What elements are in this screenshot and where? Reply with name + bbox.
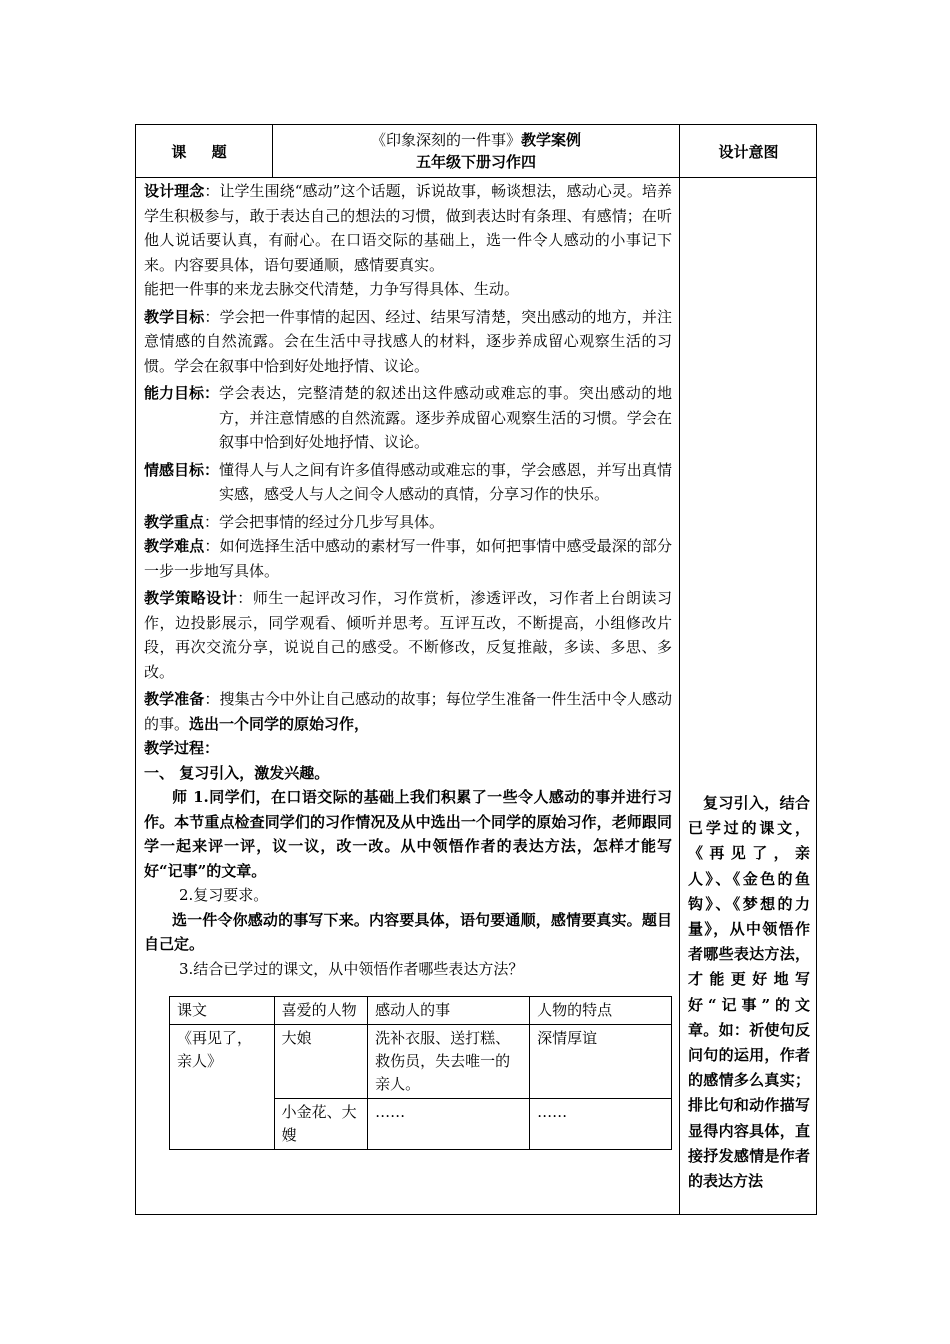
ability-label: 能力目标： <box>144 384 220 402</box>
column-divider <box>679 125 680 1214</box>
table-header-cell: 感动人的事 <box>368 997 530 1025</box>
design-intent-label: 设计意图 <box>718 142 779 161</box>
lesson-comparison-table <box>169 996 672 1150</box>
title-line-2: 五年级下册习作四 <box>415 153 536 171</box>
lesson-title <box>273 125 679 177</box>
table-cell-person: 大娘 <box>274 1025 368 1099</box>
difficulty-paragraph <box>144 534 672 583</box>
emotion-text: 懂得人与人之间有许多值得感动或难忘的事，学会感恩，并写出真情实感，感受人与人之间令人感动的真情，分享习作的快乐。 <box>219 460 672 503</box>
difficulty-label: 教学难点 <box>144 537 205 555</box>
emotion-paragraph <box>144 458 672 507</box>
step2-text: 选一件令你感动的事写下来。内容要具体，语句要通顺，感情要真实。题目自己定。 <box>144 910 672 953</box>
goal-paragraph <box>144 305 672 379</box>
main-content <box>144 179 672 981</box>
prep-text: ：搜集古今中外让自己感动的故事；每位学生准备一件生活中令人感动的事。 <box>144 690 672 733</box>
goal-text: ：学会把一件事情的起因、经过、结果写清楚，突出感动的地方，并注意情感的自然流露。会在生活中寻找感人的材料，逐步养成留心观察生活的习惯。学会在叙事中恰到好处地抒情、议论。 <box>144 307 672 375</box>
key-paragraph <box>144 510 672 535</box>
concept-label: 设计理念 <box>144 182 205 200</box>
lesson-plan-sheet <box>135 124 817 1215</box>
header-row <box>136 125 816 178</box>
prep-bold: 选出一个同学的原始习作， <box>189 714 370 733</box>
table-header-row <box>170 997 672 1025</box>
design-intent-paragraph: 复习引入，结合已学过的课文，《再见了，亲人》、《金色的鱼钩》、《梦想的力量》，从中领悟作者哪些表达方法，才能更好地写好“记事”的文章。如：祈使句反问句的运用，作者的感情多么真实；排比句和动作描写显得内容具体，直接抒发感情是作者的表达方法 <box>688 794 810 1191</box>
table-cell-person: 小金花、大嫂 <box>274 1099 368 1150</box>
goal-label: 教学目标 <box>144 307 205 326</box>
strategy-text: ：师生一起评改习作，习作赏析，渗透评改，习作者上台朗读习作，边投影展示，同学观看、倾听并思考。互评互改，不断提高，小组修改片段，再次交流分享，说说自己的感受。不断修改，反复推敲，多读、多思、多改。 <box>144 589 672 681</box>
table-cell-event: 洗补衣服、送打糕、救伤员，失去唯一的亲人。 <box>368 1025 530 1099</box>
strategy-paragraph <box>144 586 672 684</box>
design-intent-text <box>688 791 810 1194</box>
key-label: 教学重点 <box>144 512 205 531</box>
strategy-label: 教学策略设计 <box>144 589 238 607</box>
table-cell-trait: 深情厚谊 <box>530 1025 672 1099</box>
concept-text: ：让学生围绕“感动”这个话题，诉说故事，畅谈想法，感动心灵。培养学生积极参与，敢于表达自己的想法的习惯，做到表达时有条理、有感情；在听他人说话要认真，有耐心。在口语交际的基础上，选一件令人感动的小事记下来。内容要具体，语句要通顺，感情要真实。 <box>144 182 672 274</box>
prep-paragraph <box>144 687 672 736</box>
concept-paragraph <box>144 179 672 277</box>
step1-title: 一、 复习引入，激发兴趣。 <box>144 763 330 782</box>
table-header-cell: 人物的特点 <box>530 997 672 1025</box>
table-header-cell: 课文 <box>170 997 275 1025</box>
emotion-label: 情感目标： <box>144 460 220 479</box>
table-header-cell: 喜爱的人物 <box>274 997 368 1025</box>
process-label: 教学过程： <box>144 739 220 757</box>
table-cell-trait: …… <box>530 1099 672 1150</box>
prep-label: 教学准备 <box>144 690 205 708</box>
ability-text: 学会表达，完整清楚的叙述出这件感动或难忘的事。突出感动的地方，并注意情感的自然流露。逐步养成留心观察生活的习惯。学会在叙事中恰到好处地抒情、议论。 <box>219 384 672 451</box>
table-row <box>170 1025 672 1099</box>
title-plain: 《印象深刻的一件事》 <box>370 131 521 149</box>
ability-paragraph <box>144 381 672 455</box>
step1-text: 师 1.同学们，在口语交际的基础上我们积累了一些令人感动的事并进行习作。本节重点检查同学们的习作情况及从中选出一个同学的原始习作，老师跟同学一起来评一评，议一议，改一改。从中领悟作者的表达方法，怎样才能写好“记事”的文章。 <box>144 788 672 880</box>
step3-title: 3.结合已学过的课文，从中领悟作者哪些表达方法？ <box>179 959 524 978</box>
key-text: ：学会把事情的经过分几步写具体。 <box>204 512 445 531</box>
title-bold: 教学案例 <box>521 131 582 149</box>
table-cell-event: …… <box>368 1099 530 1150</box>
step2-title: 2.复习要求。 <box>179 886 269 904</box>
title-line-1 <box>371 129 581 151</box>
subject-label: 课 题 <box>171 142 237 161</box>
concept-paragraph-2: 能把一件事的来龙去脉交代清楚，力争写得具体、生动。 <box>144 280 520 298</box>
difficulty-text: ：如何选择生活中感动的素材写一件事，如何把事情中感受最深的部分一步一步地写具体。 <box>144 537 672 580</box>
table-cell-text: 《再见了，亲人》 <box>170 1025 275 1150</box>
